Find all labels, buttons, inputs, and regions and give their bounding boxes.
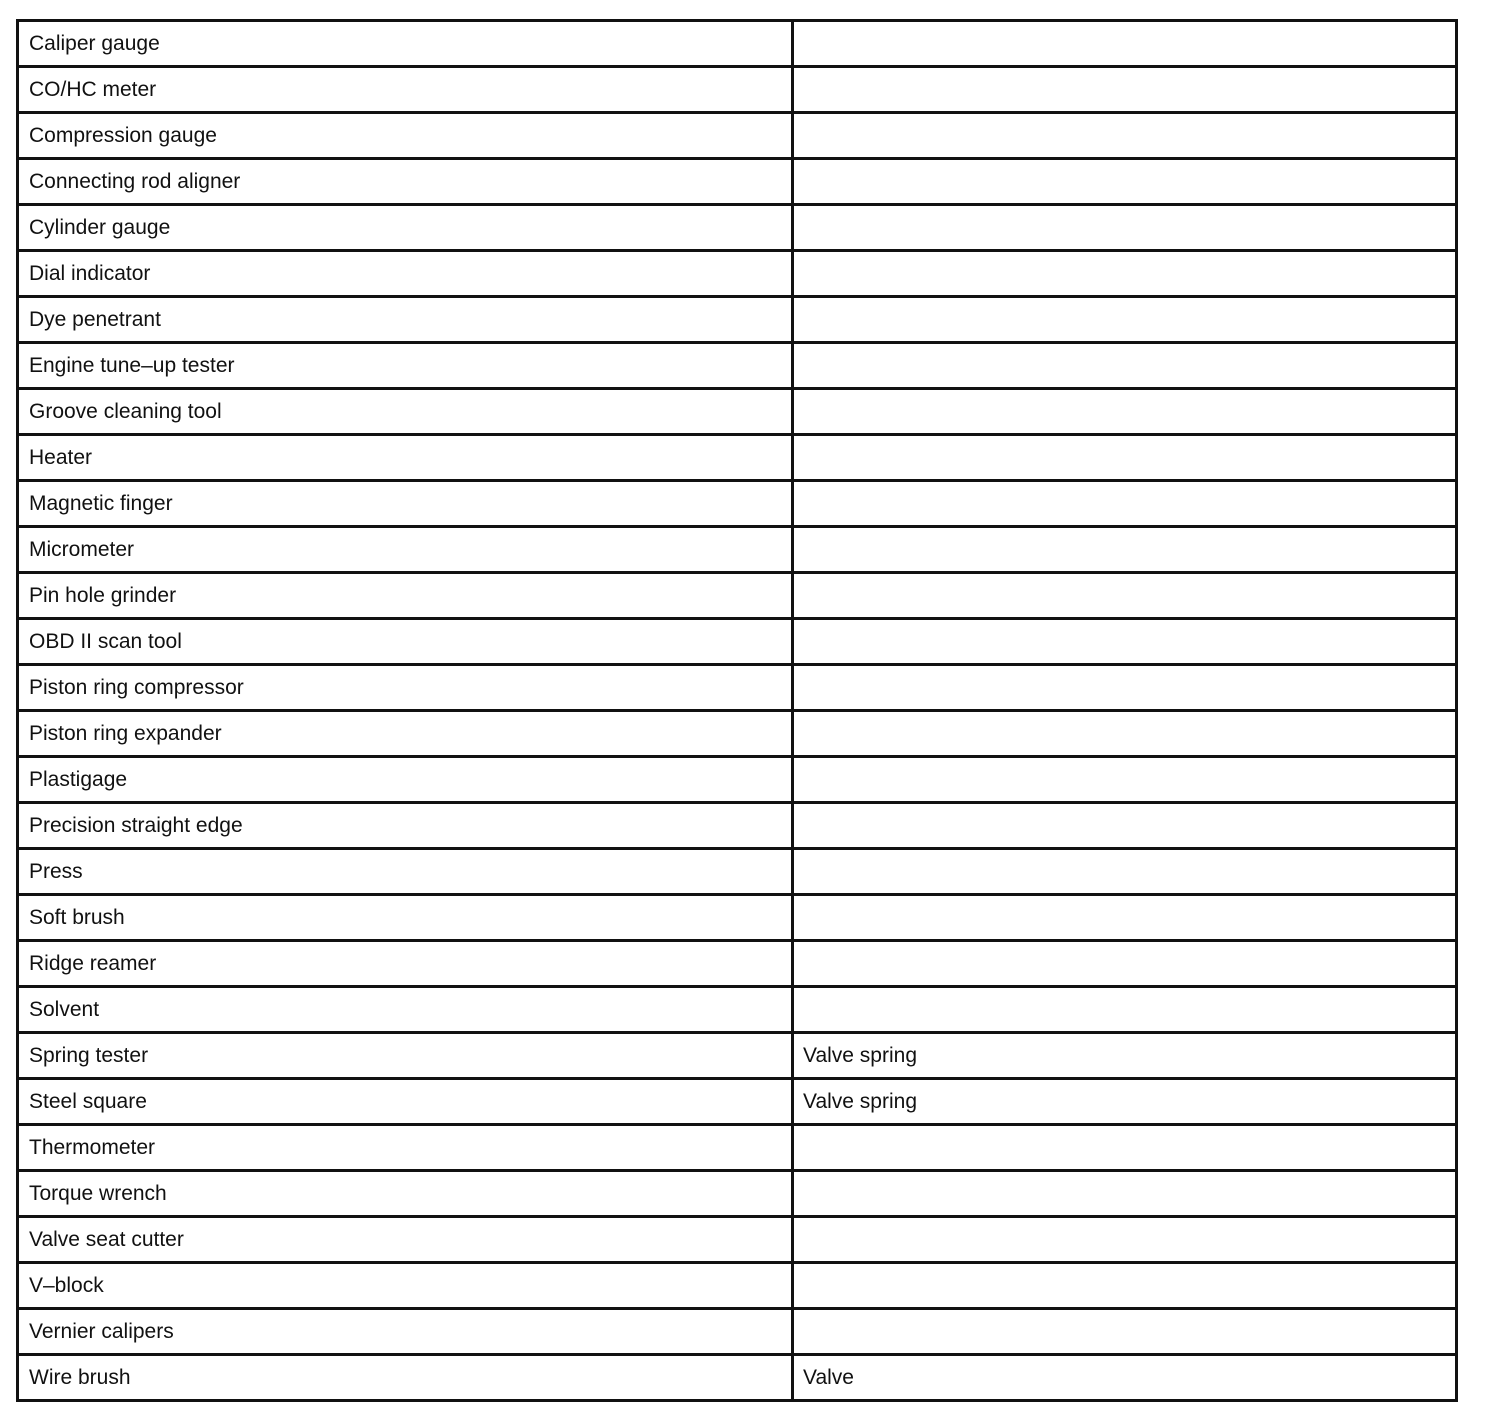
- table-row: [18, 1309, 1457, 1355]
- table-row: [18, 343, 1457, 389]
- tool-name-cell: Groove cleaning tool: [18, 389, 793, 435]
- tool-use-cell: [793, 941, 1457, 987]
- tool-name-cell: Spring tester: [18, 1033, 793, 1079]
- table-row: [18, 159, 1457, 205]
- tool-use-cell: [793, 435, 1457, 481]
- table-body: [18, 21, 1457, 1401]
- table-row: [18, 619, 1457, 665]
- table-row: [18, 205, 1457, 251]
- tool-name-cell: Dial indicator: [18, 251, 793, 297]
- tool-use-cell: [793, 251, 1457, 297]
- tool-use-cell: [793, 1125, 1457, 1171]
- table-row: [18, 665, 1457, 711]
- table-row: [18, 297, 1457, 343]
- tool-name-cell: Heater: [18, 435, 793, 481]
- tool-name-cell: OBD II scan tool: [18, 619, 793, 665]
- table-row: [18, 573, 1457, 619]
- tool-name-cell: Soft brush: [18, 895, 793, 941]
- tool-use-cell: [793, 987, 1457, 1033]
- tool-use-cell: [793, 343, 1457, 389]
- tool-name-cell: Cylinder gauge: [18, 205, 793, 251]
- table-row: [18, 113, 1457, 159]
- tool-name-cell: Engine tune–up tester: [18, 343, 793, 389]
- tool-use-cell: Valve: [793, 1355, 1457, 1401]
- table-row: [18, 757, 1457, 803]
- tool-use-cell: [793, 1309, 1457, 1355]
- tool-name-cell: Micrometer: [18, 527, 793, 573]
- tool-use-cell: [793, 113, 1457, 159]
- tool-name-cell: Vernier calipers: [18, 1309, 793, 1355]
- table-row: [18, 1217, 1457, 1263]
- tool-name-cell: CO/HC meter: [18, 67, 793, 113]
- tool-use-cell: [793, 389, 1457, 435]
- table-row: [18, 1125, 1457, 1171]
- tool-use-cell: [793, 1217, 1457, 1263]
- table-row: [18, 527, 1457, 573]
- tool-name-cell: Pin hole grinder: [18, 573, 793, 619]
- table-row: [18, 435, 1457, 481]
- tool-use-cell: [793, 1171, 1457, 1217]
- tool-use-cell: [793, 481, 1457, 527]
- table-row: [18, 941, 1457, 987]
- tool-use-cell: [793, 619, 1457, 665]
- table-row: [18, 1263, 1457, 1309]
- tool-use-cell: [793, 297, 1457, 343]
- table-row: [18, 1033, 1457, 1079]
- tool-name-cell: Ridge reamer: [18, 941, 793, 987]
- tool-use-cell: [793, 159, 1457, 205]
- tool-use-cell: [793, 849, 1457, 895]
- table-row: [18, 895, 1457, 941]
- table-row: [18, 849, 1457, 895]
- table-row: [18, 803, 1457, 849]
- tool-name-cell: Thermometer: [18, 1125, 793, 1171]
- tool-use-cell: [793, 711, 1457, 757]
- tool-use-cell: [793, 205, 1457, 251]
- table-row: [18, 21, 1457, 67]
- table-row: [18, 251, 1457, 297]
- tool-use-cell: [793, 803, 1457, 849]
- tool-use-cell: [793, 21, 1457, 67]
- tool-name-cell: Valve seat cutter: [18, 1217, 793, 1263]
- tool-use-cell: [793, 527, 1457, 573]
- tool-name-cell: V–block: [18, 1263, 793, 1309]
- tool-name-cell: Torque wrench: [18, 1171, 793, 1217]
- tool-use-table: [16, 19, 1458, 1402]
- tool-name-cell: Wire brush: [18, 1355, 793, 1401]
- tool-use-cell: [793, 895, 1457, 941]
- tool-name-cell: Caliper gauge: [18, 21, 793, 67]
- tool-name-cell: Solvent: [18, 987, 793, 1033]
- tool-name-cell: Piston ring expander: [18, 711, 793, 757]
- table-row: [18, 389, 1457, 435]
- tool-name-cell: Piston ring compressor: [18, 665, 793, 711]
- tool-name-cell: Precision straight edge: [18, 803, 793, 849]
- table-row: [18, 711, 1457, 757]
- tool-use-cell: [793, 1263, 1457, 1309]
- table-row: [18, 67, 1457, 113]
- tool-use-cell: Valve spring: [793, 1033, 1457, 1079]
- table-row: [18, 1171, 1457, 1217]
- tool-use-cell: [793, 67, 1457, 113]
- table-row: [18, 1355, 1457, 1401]
- tool-name-cell: Connecting rod aligner: [18, 159, 793, 205]
- tool-name-cell: Plastigage: [18, 757, 793, 803]
- tool-use-cell: Valve spring: [793, 1079, 1457, 1125]
- table-row: [18, 987, 1457, 1033]
- tool-use-cell: [793, 757, 1457, 803]
- tool-name-cell: Dye penetrant: [18, 297, 793, 343]
- tool-name-cell: Compression gauge: [18, 113, 793, 159]
- table-row: [18, 481, 1457, 527]
- tool-name-cell: Magnetic finger: [18, 481, 793, 527]
- tool-name-cell: Steel square: [18, 1079, 793, 1125]
- tool-use-cell: [793, 573, 1457, 619]
- tool-name-cell: Press: [18, 849, 793, 895]
- table-row: [18, 1079, 1457, 1125]
- tool-use-cell: [793, 665, 1457, 711]
